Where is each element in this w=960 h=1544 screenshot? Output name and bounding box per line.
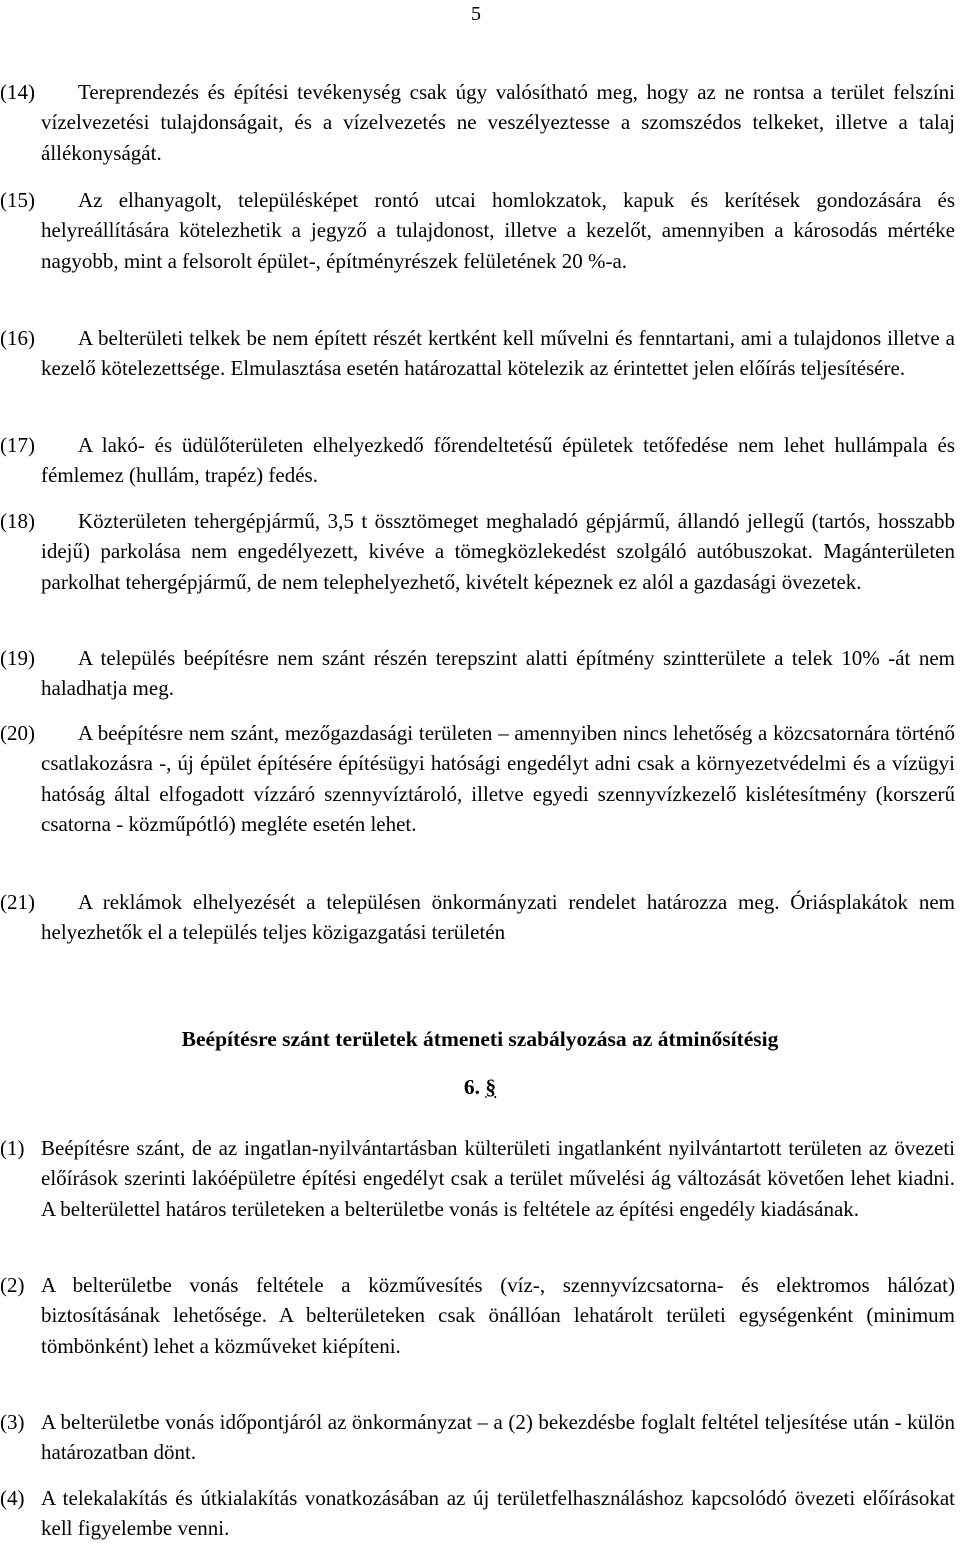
paragraph-17: [0, 430, 955, 491]
paragraph-18: [0, 506, 955, 597]
paragraph-14: [0, 77, 955, 168]
paragraph-text: Tereprendezés és építési tevékenység csak úgy valósítható meg, hogy az ne rontsa a terület felszíni vízelvezetési tulajdonságait, és a vízelvezetés ne veszélyeztesse a szomszédos telkeket, illetve a talaj állékonyságát.: [41, 80, 955, 165]
paragraph-number: (21): [0, 890, 35, 914]
paragraph-number: (1): [0, 1136, 25, 1160]
paragraph-number: (16): [0, 326, 35, 350]
paragraph-number: (3): [0, 1410, 25, 1434]
paragraph-number: (2): [0, 1273, 25, 1297]
paragraph-20: [0, 718, 955, 840]
section-paragraph-1: [0, 1133, 955, 1224]
paragraph-text: A reklámok elhelyezését a településen önkormányzati rendelet határozza meg. Óriásplakátok nem helyezhetők el a település teljes közigazgatási területén: [41, 890, 955, 945]
section-paragraph-2: [0, 1270, 955, 1361]
section-sign: §: [485, 1075, 497, 1099]
paragraph-number: (20): [0, 721, 35, 745]
paragraph-text: Beépítésre szánt, de az ingatlan-nyilvántartásban külterületi ingatlanként nyilvántartott területen az övezeti előírások szerinti lakóépületre építési engedélyt csak a terület művelési ág változását követően lehet kiadni. A belterülettel határos területeken a belterületbe vonás is feltétele az építési engedély kiadásának.: [41, 1136, 955, 1221]
section-title: Beépítésre szánt területek átmeneti szabályozása az átminősítésig: [181, 1027, 779, 1051]
paragraph-text: A belterületi telkek be nem épített részét kertként kell művelni és fenntartani, ami a tulajdonos illetve a kezelő kötelezettsége. Elmulasztása esetén határozattal kötelezik az érintettet jelen előírás teljesítésére.: [41, 326, 955, 381]
paragraph-text: A település beépítésre nem szánt részén terepszint alatti építmény szintterülete a telek 10% -át nem haladhatja meg.: [41, 646, 955, 701]
paragraph-16: [0, 323, 955, 384]
paragraph-21: [0, 887, 955, 948]
paragraph-19: [0, 643, 955, 704]
paragraph-15: [0, 185, 955, 276]
paragraph-text: Közterületen tehergépjármű, 3,5 t össztömeget meghaladó gépjármű, állandó jellegű (tartós, hosszabb idejű) parkolása nem engedélyezett, kivéve a tömegközlekedést szolgáló autóbuszokat. Magánterületen parkolhat tehergépjármű, de nem telephelyezhető, kivételt képeznek ez alól a gazdasági övezetek.: [41, 509, 955, 594]
section-paragraph-3: [0, 1407, 955, 1468]
paragraph-text: Az elhanyagolt, településképet rontó utcai homlokzatok, kapuk és kerítések gondozására és helyreállítására kötelezhetik a jegyző a tulajdonost, illetve a kezelőt, amennyiben a károsodás mértéke nagyobb, mint a felsorolt épület-, építményrészek felületének 20 %-a.: [41, 188, 955, 273]
paragraph-number: (14): [0, 80, 35, 104]
paragraph-number: (17): [0, 433, 35, 457]
page-number: 5: [471, 3, 481, 25]
paragraph-text: A beépítésre nem szánt, mezőgazdasági területen – amennyiben nincs lehetőség a közcsatornára történő csatlakozásra -, új épület építésére építésügyi hatósági engedélyt adni csak a környezetvédelmi és a vízügyi hatóság által elfogadott vízzáró szennyvíztároló, illetve egyedi szennyvízkezelő kislétesítmény (korszerű csatorna - közműpótló) megléte esetén lehet.: [41, 721, 955, 837]
paragraph-text: A belterületbe vonás időpontjáról az önkormányzat – a (2) bekezdésbe foglalt feltétel teljesítése után - külön határozatban dönt.: [41, 1410, 955, 1465]
section-paragraph-4: [0, 1483, 955, 1544]
paragraph-number: (18): [0, 509, 35, 533]
paragraph-number: (15): [0, 188, 35, 212]
paragraph-text: A telekalakítás és útkialakítás vonatkozásában az új területfelhasználáshoz kapcsolódó övezeti előírásokat kell figyelembe venni.: [41, 1486, 955, 1541]
paragraph-number: (19): [0, 646, 35, 670]
paragraph-text: A belterületbe vonás feltétele a közművesítés (víz-, szennyvízcsatorna- és elektromos hálózat) biztosításának lehetősége. A belterületeken csak önállóan lehatárolt területi egységenként (minimum tömbönként) lehet a közműveket kiépíteni.: [41, 1273, 955, 1358]
paragraph-number: (4): [0, 1486, 25, 1510]
section-number-value: 6.: [463, 1075, 480, 1099]
paragraph-text: A lakó- és üdülőterületen elhelyezkedő főrendeltetésű épületek tetőfedése nem lehet hullámpala és fémlemez (hullám, trapéz) fedés.: [41, 433, 955, 488]
section-number: [0, 1072, 960, 1102]
